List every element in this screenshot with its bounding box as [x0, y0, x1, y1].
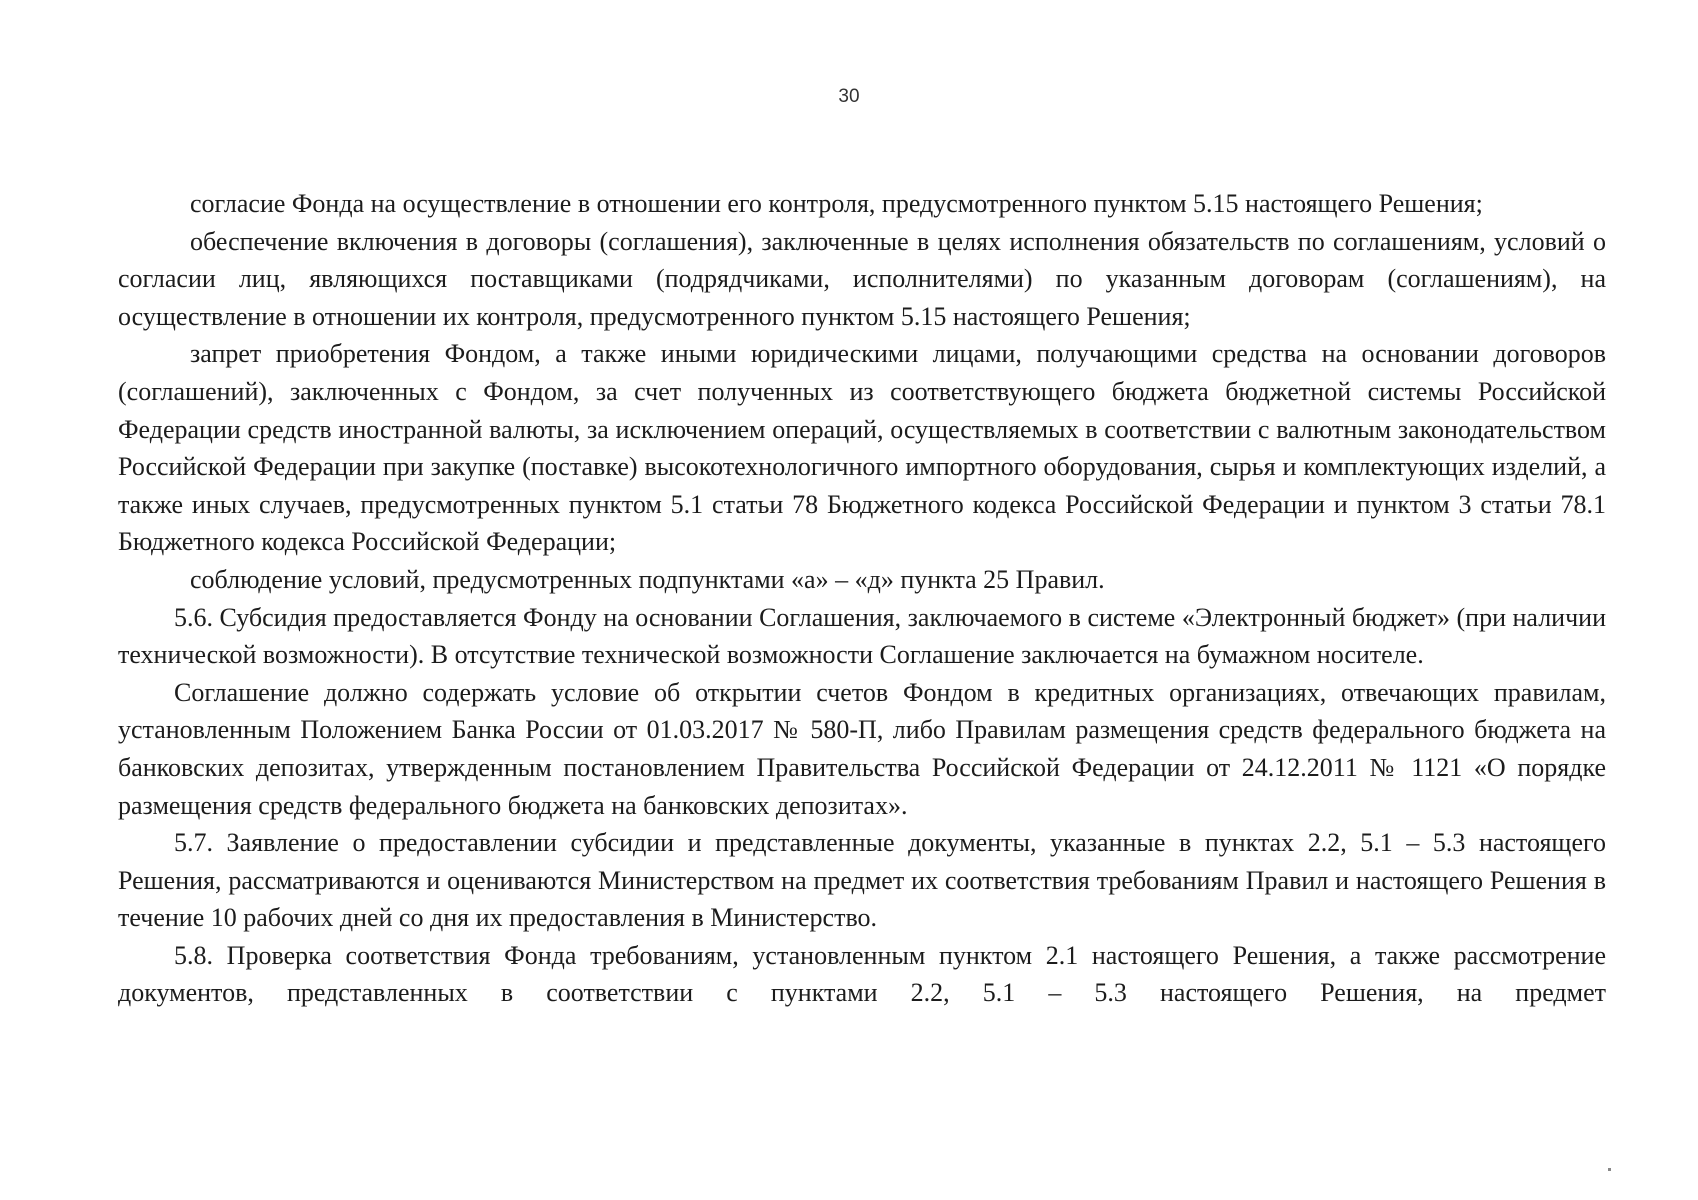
- paragraph-currency-prohibition: запрет приобретения Фондом, а также иными юридическими лицами, получающими средства на основании договоров (соглашений), заключенных с Фондом, за счет полученных из соответствующего бюджета бюджетной системы Российской Федерации средств иностранной валюты, за исключением операций, осуществляемых в соответствии с валютным законодательством Российской Федерации при закупке (поставке) высокотехнологичного импортного оборудования, сырья и комплектующих изделий, а также иных случаев, предусмотренных пунктом 5.1 статьи 78 Бюджетного кодекса Российской Федерации и пунктом 3 статьи 78.1 Бюджетного кодекса Российской Федерации;: [118, 339, 1606, 557]
- paragraph-conditions-compliance: соблюдение условий, предусмотренных подпунктами «а» – «д» пункта 25 Правил.: [190, 564, 1105, 594]
- paragraph-5-8: 5.8. Проверка соответствия Фонда требованиям, установленным пунктом 2.1 настоящего Решения, а также рассмотрение документов, представленных в соответствии с пунктами 2.2, 5.1 – 5.3 настоящего Решения, на предмет: [118, 940, 1606, 1008]
- paragraph-fund-consent: согласие Фонда на осуществление в отношении его контроля, предусмотренного пунктом 5.15 настоящего Решения;: [190, 189, 1483, 218]
- paragraph-contract-inclusion: обеспечение включения в договоры (соглашения), заключенные в целях исполнения обязательств по соглашениям, условий о согласии лиц, являющихся поставщиками (подрядчиками, исполнителями) по указанным договорам (соглашениям), на осуществление в отношении их контроля, предусмотренного пунктом 5.15 настоящего Решения;: [118, 226, 1606, 331]
- page-number: 30: [838, 86, 860, 107]
- document-body: [118, 185, 1606, 1012]
- paragraph-agreement-accounts: Соглашение должно содержать условие об открытии счетов Фондом в кредитных организациях, отвечающих правилам, установленным Положением Банка России от 01.03.2017 № 580-П, либо Правилам размещения средств федерального бюджета на банковских депозитах, утвержденным постановлением Правительства Российской Федерации от 24.12.2011 № 1121 «О порядке размещения средств федерального бюджета на банковских депозитах».: [118, 677, 1606, 820]
- paragraph-5-7: 5.7. Заявление о предоставлении субсидии и представленные документы, указанные в пунктах 2.2, 5.1 – 5.3 настоящего Решения, рассматриваются и оцениваются Министерством на предмет их соответствия требованиям Правил и настоящего Решения в течение 10 рабочих дней со дня их предоставления в Министерство.: [118, 828, 1606, 933]
- paragraph-5-6: 5.6. Субсидия предоставляется Фонду на основании Соглашения, заключаемого в системе «Электронный бюджет» (при наличии технической возможности). В отсутствие технической возможности Соглашение заключается на бумажном носителе.: [118, 602, 1606, 670]
- scan-artifact-mark: [1608, 1168, 1611, 1171]
